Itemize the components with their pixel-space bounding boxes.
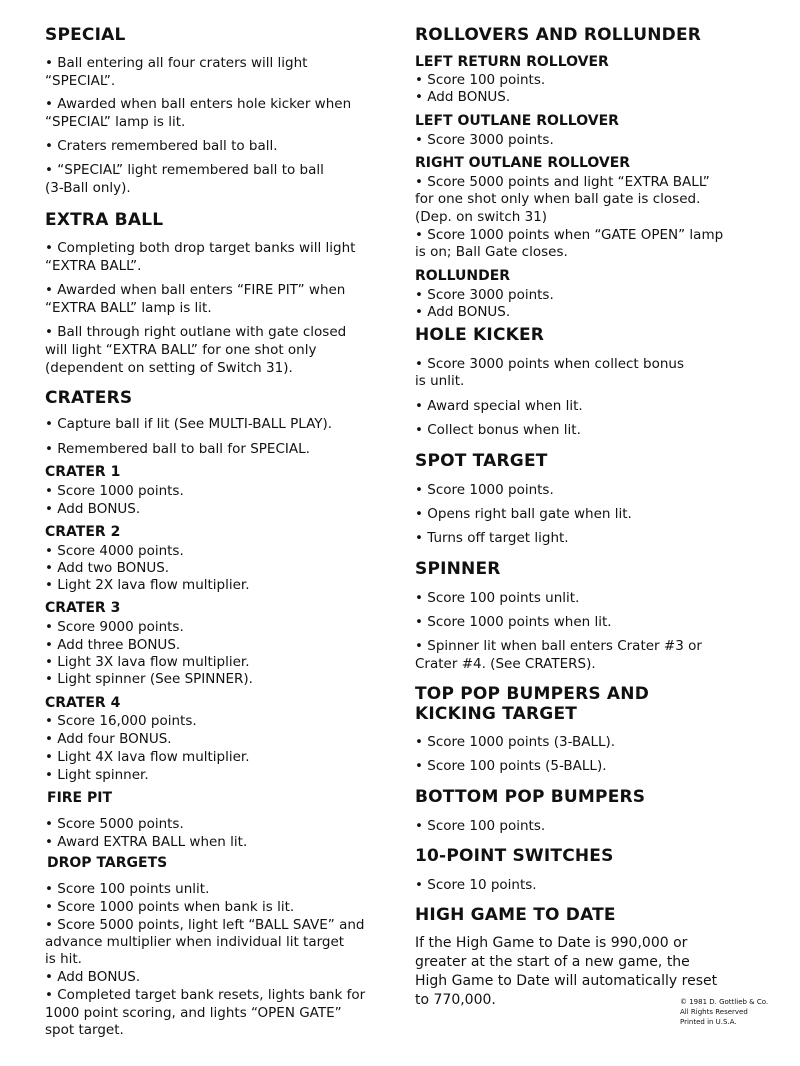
spot-target-item: • Opens right ball gate when lit.: [415, 506, 632, 522]
hole-kicker-item: • Score 3000 points when collect bonus: [415, 356, 684, 372]
crater-2-heading: CRATER 2: [45, 524, 121, 540]
top-pop-item: • Score 100 points (5-BALL).: [415, 758, 607, 774]
right-outlane-line: for one shot only when ball gate is closed.: [415, 191, 701, 207]
left-return-line: • Add BONUS.: [415, 89, 511, 105]
special-item: • Craters remembered ball to ball.: [45, 138, 278, 154]
extra-ball-item-cont: will light “EXTRA BALL” for one shot only: [45, 342, 317, 358]
extra-ball-item: • Completing both drop target banks will light: [45, 240, 356, 256]
fire-pit-line: • Award EXTRA BALL when lit.: [45, 834, 248, 850]
left-return-heading: LEFT RETURN ROLLOVER: [415, 54, 609, 70]
crater-1-heading: CRATER 1: [45, 464, 121, 480]
right-outlane-line: • Score 1000 points when “GATE OPEN” lamp: [415, 227, 724, 243]
spinner-item: • Score 100 points unlit.: [415, 590, 580, 606]
rollunder-line: • Score 3000 points.: [415, 287, 554, 303]
high-game-line: to 770,000.: [415, 992, 496, 1008]
spinner-item-cont: Crater #4. (See CRATERS).: [415, 656, 596, 672]
top-pop-item: • Score 1000 points (3-BALL).: [415, 734, 616, 750]
extra-ball-item: • Ball through right outlane with gate closed: [45, 324, 347, 340]
crater-3-line: • Light 3X lava flow multiplier.: [45, 654, 250, 670]
right-outlane-line: is on; Ball Gate closes.: [415, 244, 568, 260]
crater-1-line: • Score 1000 points.: [45, 483, 184, 499]
drop-targets-line: • Score 1000 points when bank is lit.: [45, 899, 295, 915]
spinner-item: • Score 1000 points when lit.: [415, 614, 612, 630]
spot-target-item: • Score 1000 points.: [415, 482, 554, 498]
bottom-pop-heading: BOTTOM POP BUMPERS: [415, 787, 646, 807]
right-outlane-line: (Dep. on switch 31): [415, 209, 548, 225]
high-game-line: If the High Game to Date is 990,000 or: [415, 935, 688, 951]
extra-ball-item-cont: “EXTRA BALL”.: [45, 258, 142, 274]
drop-targets-line: • Add BONUS.: [45, 969, 141, 985]
rollovers-heading: ROLLOVERS AND ROLLUNDER: [415, 25, 702, 45]
high-game-heading: HIGH GAME TO DATE: [415, 905, 616, 925]
ten-point-item: • Score 10 points.: [415, 877, 537, 893]
fire-pit-heading: FIRE PIT: [47, 790, 113, 806]
crater-4-line: • Light 4X lava flow multiplier.: [45, 749, 250, 765]
crater-1-line: • Add BONUS.: [45, 501, 141, 517]
crater-3-heading: CRATER 3: [45, 600, 121, 616]
crater-3-line: • Score 9000 points.: [45, 619, 184, 635]
drop-targets-line: • Score 100 points unlit.: [45, 881, 210, 897]
top-pop-heading-cont: KICKING TARGET: [415, 704, 578, 724]
hole-kicker-item: • Collect bonus when lit.: [415, 422, 581, 438]
left-outlane-heading: LEFT OUTLANE ROLLOVER: [415, 113, 619, 129]
craters-item: • Capture ball if lit (See MULTI-BALL PLAY).: [45, 416, 333, 432]
drop-targets-line: 1000 point scoring, and lights “OPEN GATE”: [45, 1005, 342, 1021]
spot-target-item: • Turns off target light.: [415, 530, 569, 546]
spinner-item: • Spinner lit when ball enters Crater #3 or: [415, 638, 702, 654]
extra-ball-item: • Awarded when ball enters “FIRE PIT” when: [45, 282, 346, 298]
fire-pit-line: • Score 5000 points.: [45, 816, 184, 832]
crater-4-line: • Score 16,000 points.: [45, 713, 197, 729]
copyright-line: All Rights Reserved: [680, 1008, 748, 1016]
high-game-line: High Game to Date will automatically reset: [415, 973, 718, 989]
extra-ball-heading: EXTRA BALL: [45, 210, 164, 230]
top-pop-heading: TOP POP BUMPERS AND: [415, 684, 650, 704]
hole-kicker-heading: HOLE KICKER: [415, 325, 545, 345]
crater-2-line: • Add two BONUS.: [45, 560, 170, 576]
crater-4-heading: CRATER 4: [45, 695, 121, 711]
crater-4-line: • Light spinner.: [45, 767, 149, 783]
crater-3-line: • Light spinner (See SPINNER).: [45, 671, 253, 687]
copyright-line: Printed in U.S.A.: [680, 1018, 737, 1026]
crater-4-line: • Add four BONUS.: [45, 731, 172, 747]
special-item-cont: “SPECIAL” lamp is lit.: [45, 114, 186, 130]
rollunder-line: • Add BONUS.: [415, 304, 511, 320]
special-item-cont: “SPECIAL”.: [45, 73, 116, 89]
spinner-heading: SPINNER: [415, 559, 501, 579]
special-item-cont: (3-Ball only).: [45, 180, 131, 196]
special-heading: SPECIAL: [45, 25, 126, 45]
bottom-pop-item: • Score 100 points.: [415, 818, 546, 834]
crater-3-line: • Add three BONUS.: [45, 637, 181, 653]
special-item: • “SPECIAL” light remembered ball to ball: [45, 162, 324, 178]
crater-2-line: • Score 4000 points.: [45, 543, 184, 559]
drop-targets-line: spot target.: [45, 1022, 124, 1038]
drop-targets-heading: DROP TARGETS: [47, 855, 168, 871]
right-outlane-heading: RIGHT OUTLANE ROLLOVER: [415, 155, 631, 171]
rollunder-heading: ROLLUNDER: [415, 268, 511, 284]
drop-targets-line: • Score 5000 points, light left “BALL SAVE” and: [45, 917, 365, 933]
extra-ball-item-cont: “EXTRA BALL” lamp is lit.: [45, 300, 212, 316]
hole-kicker-item-cont: is unlit.: [415, 373, 465, 389]
high-game-line: greater at the start of a new game, the: [415, 954, 690, 970]
drop-targets-line: • Completed target bank resets, lights bank for: [45, 987, 366, 1003]
craters-heading: CRATERS: [45, 388, 133, 408]
special-item: • Ball entering all four craters will light: [45, 55, 308, 71]
right-outlane-line: • Score 5000 points and light “EXTRA BALL”: [415, 174, 710, 190]
left-return-line: • Score 100 points.: [415, 72, 546, 88]
ten-point-heading: 10-POINT SWITCHES: [415, 846, 614, 866]
copyright-line: © 1981 D. Gottlieb & Co.: [680, 998, 769, 1006]
extra-ball-item-cont: (dependent on setting of Switch 31).: [45, 360, 293, 376]
spot-target-heading: SPOT TARGET: [415, 451, 548, 471]
special-item: • Awarded when ball enters hole kicker when: [45, 96, 352, 112]
drop-targets-line: advance multiplier when individual lit target: [45, 934, 345, 950]
crater-2-line: • Light 2X lava flow multiplier.: [45, 577, 250, 593]
hole-kicker-item: • Award special when lit.: [415, 398, 583, 414]
drop-targets-line: is hit.: [45, 951, 82, 967]
craters-item: • Remembered ball to ball for SPECIAL.: [45, 441, 310, 457]
left-outlane-line: • Score 3000 points.: [415, 132, 554, 148]
